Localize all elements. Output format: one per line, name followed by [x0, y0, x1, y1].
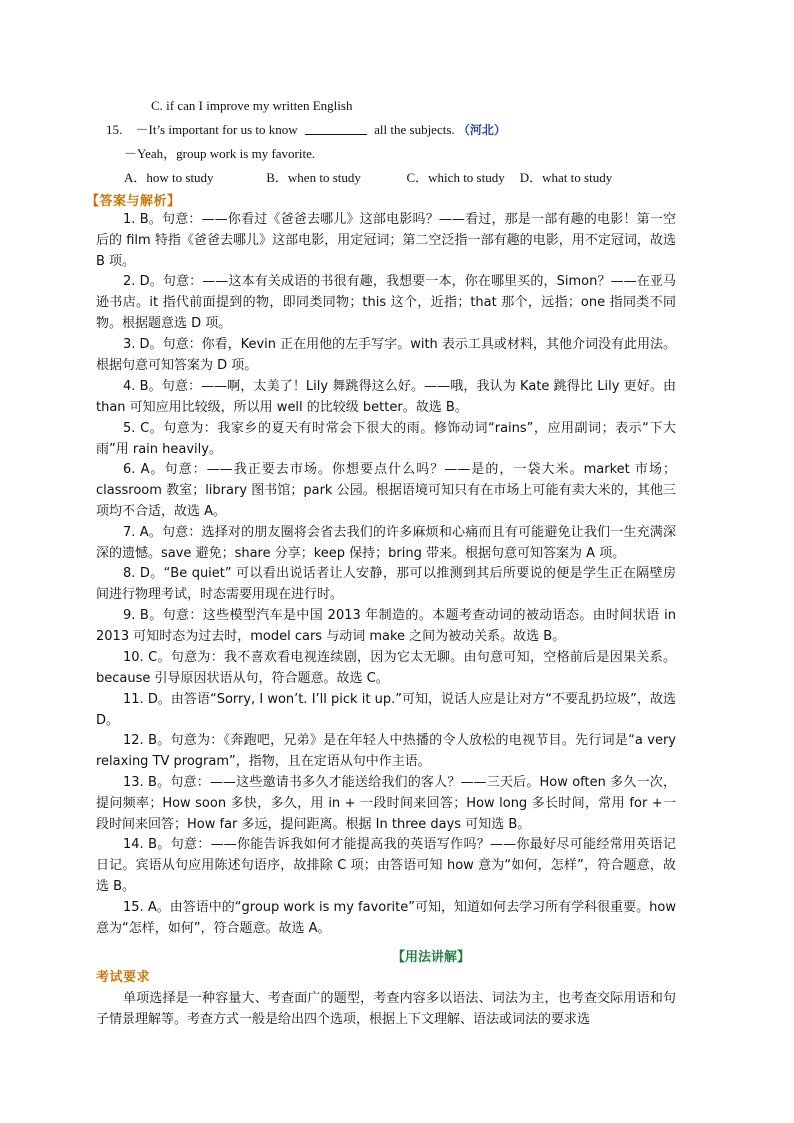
exam-requirements-text: 单项选择是一种容量大、考查面广的题型，考查内容多以语法、词法为主，也考查交际用语和句子情景理解等。考查方式一般是给出四个选项，根据上下文理解、语法或词法的要求选	[96, 991, 676, 1027]
option-d: D．what to study	[519, 170, 613, 185]
option-c-line: C. if can I improve my written English	[151, 98, 353, 113]
answer-2: 2. D。句意：——这本有关成语的书很有趣，我想要一本，你在哪里买的，Simon？——在亚马逊书店。it 指代前面提到的物，即同类同物；this 这个，近指；that 那个，远指；one 指同类不同物。根据题意选 D 项。	[96, 274, 676, 331]
answer-14: 14. B。句意：——你能告诉我如何才能提高我的英语写作吗？——你最好尽可能经常用英语记日记。宾语从句应用陈述句语序，故排除 C 项；由答语可知 how 意为“如何，怎样”，符合题意，故选 B。	[96, 837, 676, 894]
answer-10: 10. C。句意为：我不喜欢看电视连续剧，因为它太无聊。由句意可知，空格前后是因果关系。because 引导原因状语从句，符合题意。故选 C。	[96, 650, 676, 686]
question-stem-before: －It’s important for us to know	[135, 122, 298, 137]
question-15-reply: －Yeah，group work is my favorite.	[124, 146, 316, 161]
answer-13: 13. B。句意：——这些邀请书多久才能送给我们的客人？——三天后。How often 多久一次，提问频率；How soon 多快，多久，用 in + 一段时间来回答；How long 多长时间，常用 for +一段时间来回答；How far 多远，提问距离。根据 In three days 可知选 B。	[96, 775, 676, 832]
option-b: B．when to study	[266, 170, 361, 185]
option-c: C．which to study	[406, 170, 505, 185]
question-15-stem	[106, 122, 506, 138]
exam-requirements-title: 考试要求	[96, 970, 151, 985]
answer-11: 11. D。由答语“Sorry, I won’t. I’ll pick it up.”可知，说话人应是让对方“不要乱扔垃圾”，故选 D。	[96, 692, 676, 728]
answers-header: 【答案与解析】	[86, 194, 181, 209]
answer-blank	[305, 122, 367, 135]
answer-6: 6. A。句意：——我正要去市场。你想要点什么吗？——是的，一袋大米。market 市场；classroom 教室；library 图书馆；park 公园。根据语境可知只有在市场上可能有卖大米的，其他三项均不合适，故选 A。	[96, 462, 676, 519]
answer-5: 5. C。句意为：我家乡的夏天有时常会下很大的雨。修饰动词“rains”，应用副词；表示“下大雨”用 rain heavily。	[96, 421, 676, 457]
answer-12: 12. B。句意为：《奔跑吧，兄弟》是在年轻人中热播的令人放松的电视节目。先行词是“a very relaxing TV program”，指物，且在定语从句中作主语。	[96, 733, 676, 769]
question-stem-after: all the subjects.	[374, 122, 455, 137]
answer-9: 9. B。句意：这些模型汽车是中国 2013 年制造的。本题考查动词的被动语态。由时间状语 in 2013 可知时态为过去时，model cars 与动词 make 之间为被动关系。故选 B。	[96, 608, 676, 644]
answer-8: 8. D。“Be quiet” 可以看出说话者让人安静，那可以推测到其后所要说的便是学生正在隔壁房间进行物理考试，时态需要用现在进行时。	[96, 566, 676, 602]
answer-15: 15. A。由答语中的“group work is my favorite”可知，知道如何去学习所有学科很重要。how 意为“怎样，如何”，符合题意。故选 A。	[96, 900, 676, 936]
answer-1: 1. B。句意：——你看过《爸爸去哪儿》这部电影吗？——看过，那是一部有趣的电影！第一空后的 film 特指《爸爸去哪儿》这部电影，用定冠词；第二空泛指一部有趣的电影，用不定冠词，故选 B 项。	[96, 212, 676, 269]
question-number: 15.	[106, 122, 123, 137]
option-a: A．how to study	[124, 170, 214, 185]
usage-header: 【用法讲解】	[392, 950, 471, 965]
answer-4: 4. B。句意：——啊，太美了！Lily 舞跳得这么好。——哦，我认为 Kate 跳得比 Lily 更好。由 than 可知应用比较级，所以用 well 的比较级 better。故选 B。	[96, 379, 676, 415]
answer-3: 3. D。句意：你看，Kevin 正在用他的左手写字。with 表示工具或材料，其他介词没有此用法。根据句意可知答案为 D 项。	[96, 337, 676, 373]
answer-7: 7. A。句意：选择对的朋友圈将会省去我们的许多麻烦和心痛而且有可能避免让我们一生充满深深的遗憾。save 避免；share 分享；keep 保持；bring 带来。根据句意可知答案为 A 项。	[96, 525, 676, 561]
question-15-options	[124, 170, 612, 186]
region-tag: （河北）	[457, 123, 506, 137]
